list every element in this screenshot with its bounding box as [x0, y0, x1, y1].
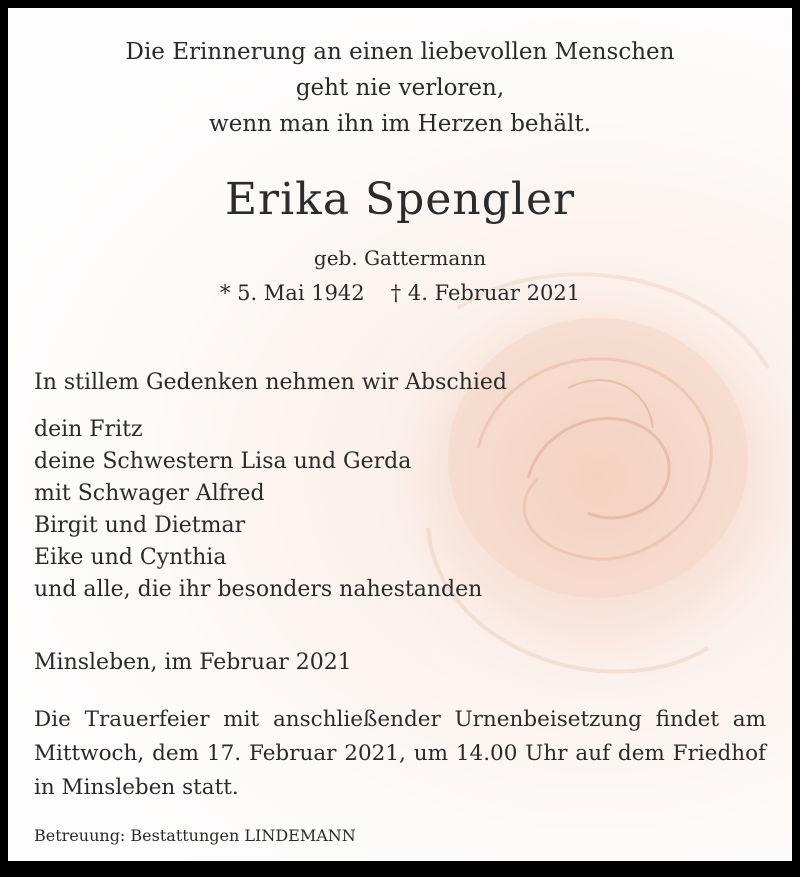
verse-line: geht nie verloren, — [295, 75, 505, 101]
funeral-home-credit: Betreuung: Bestattungen LINDEMANN — [34, 826, 356, 845]
birth-name: geb. Gattermann — [313, 246, 487, 270]
memorial-verse — [8, 34, 792, 142]
mourner-line: und alle, die ihr besonders nahestanden — [34, 577, 483, 602]
ceremony-info: Die Trauerfeier mit anschließender Urnenbeisetzung findet am Mittwoch, dem 17. Februar 2021, um 14.00 Uhr auf dem Friedhof in Minsleben statt. — [34, 707, 766, 800]
life-dates — [8, 281, 792, 305]
place-date: Minsleben, im Februar 2021 — [34, 650, 352, 675]
verse-line: wenn man ihn im Herzen behält. — [209, 111, 591, 137]
mourner-line: Birgit und Dietmar — [34, 513, 246, 538]
mourner-line: dein Fritz — [34, 417, 143, 442]
mourner-line: deine Schwestern Lisa und Gerda — [34, 449, 412, 474]
farewell-intro: In stillem Gedenken nehmen wir Abschied — [34, 370, 508, 395]
mourner-line: Eike und Cynthia — [34, 545, 227, 570]
obituary-card — [8, 8, 792, 861]
death-date: † 4. Februar 2021 — [390, 281, 581, 305]
mourner-line: mit Schwager Alfred — [34, 481, 265, 506]
birth-date: * 5. Mai 1942 — [219, 281, 365, 305]
mourners-list — [34, 414, 482, 606]
verse-line: Die Erinnerung an einen liebevollen Menschen — [125, 39, 675, 65]
deceased-name: Erika Spengler — [224, 174, 576, 225]
